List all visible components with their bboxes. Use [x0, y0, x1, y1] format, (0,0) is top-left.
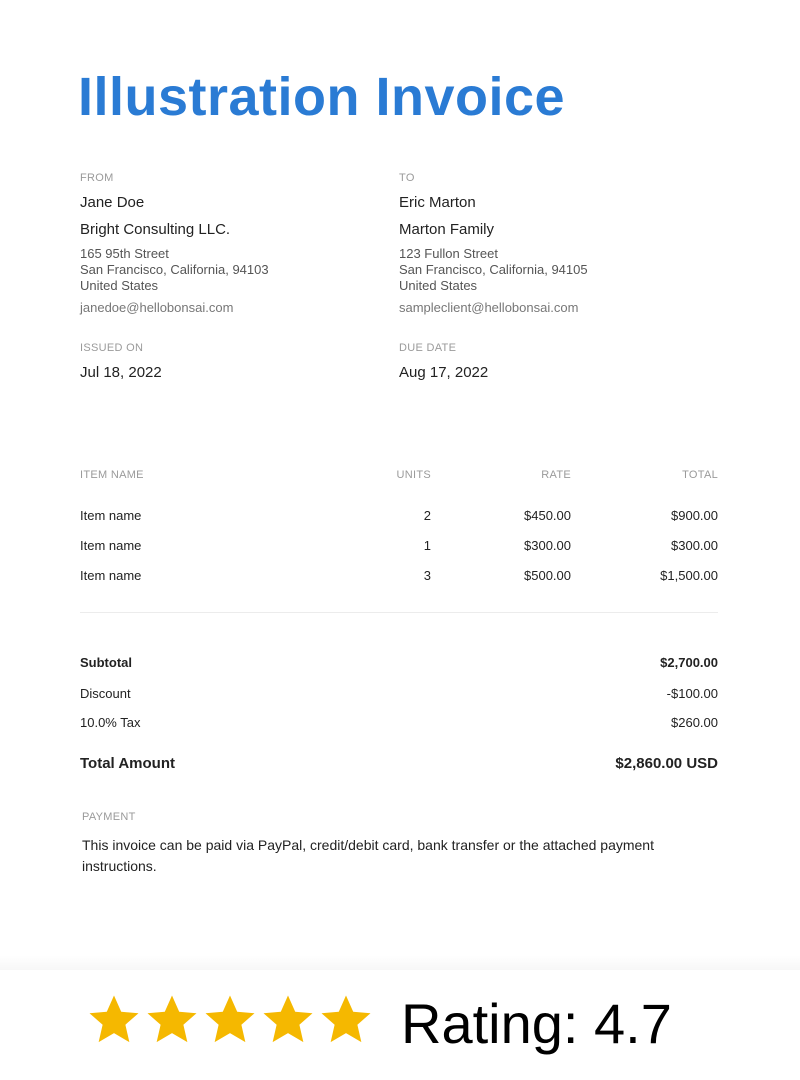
star-icon	[318, 992, 374, 1048]
due-date-label: DUE DATE	[399, 342, 457, 354]
from-section	[80, 172, 380, 315]
issued-on-date: Jul 18, 2022	[80, 364, 162, 381]
subtotal-label: Subtotal	[80, 655, 132, 670]
discount-row	[80, 686, 718, 701]
table-row	[80, 532, 718, 562]
table-row	[80, 562, 718, 592]
total-amount-row	[80, 755, 718, 772]
items-divider	[80, 612, 718, 613]
discount-label: Discount	[80, 686, 131, 701]
items-table-header	[80, 469, 718, 502]
from-address-line1: 165 95th Street	[80, 246, 169, 261]
item-name-cell: Item name	[80, 508, 142, 523]
from-company: Bright Consulting LLC.	[80, 221, 231, 238]
from-label: FROM	[80, 172, 114, 184]
item-name-cell: Item name	[80, 568, 142, 583]
item-total-cell: $900.00	[671, 508, 718, 523]
due-date-section	[399, 342, 488, 381]
to-address-line3: United States	[399, 278, 478, 293]
from-address-line2: San Francisco, California, 94103	[80, 262, 269, 277]
items-table	[80, 469, 718, 592]
item-units-cell: 2	[423, 508, 431, 523]
star-icon	[202, 992, 258, 1048]
item-total-cell: $300.00	[671, 538, 718, 553]
to-company: Marton Family	[399, 221, 495, 238]
from-email: janedoe@hellobonsai.com	[80, 300, 234, 315]
subtotal-row	[80, 655, 718, 670]
tax-row	[80, 715, 718, 730]
subtotal-value: $2,700.00	[660, 655, 718, 670]
item-units-cell: 1	[423, 538, 431, 553]
item-rate-cell: $500.00	[524, 568, 571, 583]
item-rate-cell: $450.00	[524, 508, 571, 523]
tax-value: $260.00	[671, 715, 718, 730]
item-total-cell: $1,500.00	[660, 568, 718, 583]
header-rate: RATE	[541, 469, 571, 481]
star-icon	[144, 992, 200, 1048]
item-rate-cell: $300.00	[524, 538, 571, 553]
header-item-name: ITEM NAME	[80, 469, 144, 481]
to-email: sampleclient@hellobonsai.com	[399, 300, 579, 315]
discount-value: -$100.00	[666, 686, 718, 701]
to-label: TO	[399, 172, 415, 184]
invoice-title: Illustration Invoice	[78, 67, 566, 127]
rating-stars	[86, 992, 374, 1048]
to-address	[399, 246, 699, 294]
total-amount-label: Total Amount	[80, 755, 175, 772]
rating-bar	[0, 970, 800, 1080]
tax-label: 10.0% Tax	[80, 715, 141, 730]
payment-text: This invoice can be paid via PayPal, credit/debit card, bank transfer or the attached payment instructions.	[82, 837, 654, 874]
from-address-line3: United States	[80, 278, 159, 293]
payment-label: PAYMENT	[82, 811, 136, 823]
star-icon	[260, 992, 316, 1048]
item-name-cell: Item name	[80, 538, 142, 553]
table-row	[80, 502, 718, 532]
header-units: UNITS	[396, 469, 431, 481]
to-address-line2: San Francisco, California, 94105	[399, 262, 588, 277]
due-date-value: Aug 17, 2022	[399, 364, 489, 381]
item-units-cell: 3	[423, 568, 431, 583]
payment-section	[82, 811, 722, 877]
to-name: Eric Marton	[399, 194, 476, 211]
total-amount-value: $2,860.00 USD	[615, 755, 718, 772]
issued-on-section	[80, 342, 162, 381]
from-address	[80, 246, 380, 294]
header-total: TOTAL	[682, 469, 718, 481]
star-icon	[86, 992, 142, 1048]
to-section	[399, 172, 699, 315]
from-name: Jane Doe	[80, 194, 145, 211]
issued-on-label: ISSUED ON	[80, 342, 144, 354]
to-address-line1: 123 Fullon Street	[399, 246, 499, 261]
rating-text: Rating: 4.7	[401, 992, 672, 1055]
